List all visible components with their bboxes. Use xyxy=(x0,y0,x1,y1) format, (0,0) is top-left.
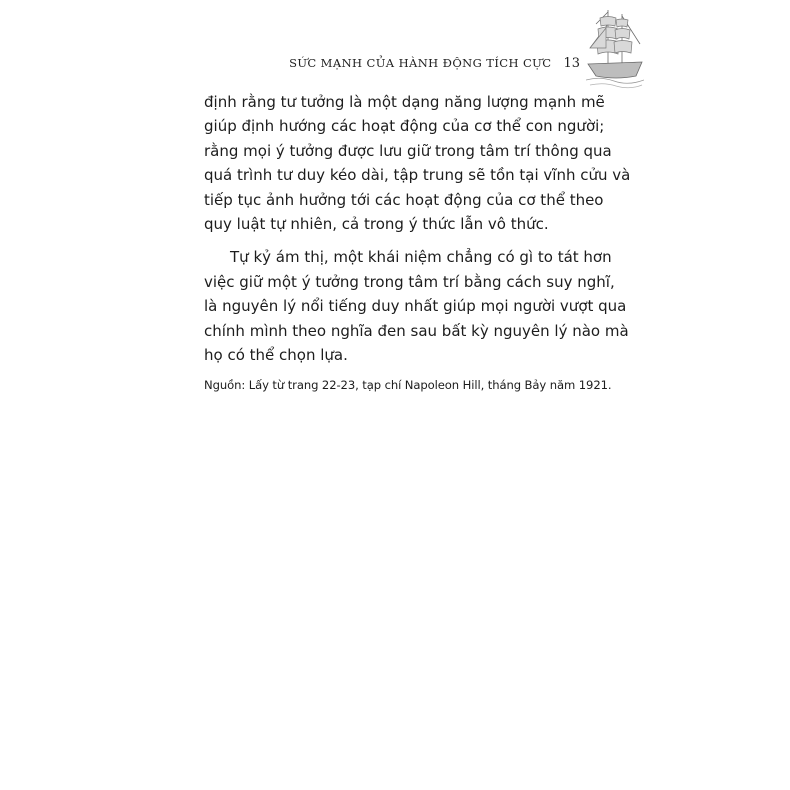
text-line: giúp định hướng các hoạt động của cơ thể con người; xyxy=(204,117,605,136)
body-text xyxy=(204,90,631,367)
text-line: là nguyên lý nổi tiếng duy nhất giúp mọi người vượt qua xyxy=(204,297,627,316)
text-line: chính mình theo nghĩa đen sau bất kỳ nguyên lý nào mà xyxy=(204,321,629,340)
text-line: rằng mọi ý tưởng được lưu giữ trong tâm trí thông qua xyxy=(204,141,612,160)
text-line: Tự kỷ ám thị, một khái niệm chẳng có gì to tát hơn xyxy=(230,248,612,267)
running-title: SỨC MẠNH CỦA HÀNH ĐỘNG TÍCH CỰC xyxy=(289,56,552,70)
text-line: định rằng tư tưởng là một dạng năng lượng mạnh mẽ xyxy=(204,93,605,111)
text-line: quá trình tư duy kéo dài, tập trung sẽ tồn tại vĩnh cửu và xyxy=(204,166,631,185)
paragraph-2 xyxy=(204,245,629,367)
page-number: 13 xyxy=(563,55,580,71)
text-line: tiếp tục ảnh hưởng tới các hoạt động của cơ thể theo xyxy=(204,190,604,209)
text-line: việc giữ một ý tưởng trong tâm trí bằng cách suy nghĩ, xyxy=(204,272,615,291)
running-header xyxy=(289,52,580,74)
sailing-ship-icon xyxy=(586,4,644,90)
paragraph-1 xyxy=(204,90,631,236)
text-line: quy luật tự nhiên, cả trong ý thức lẫn vô thức. xyxy=(204,215,549,234)
source-note: Nguồn: Lấy từ trang 22-23, tạp chí Napoleon Hill, tháng Bảy năm 1921. xyxy=(204,378,612,392)
text-line: họ có thể chọn lựa. xyxy=(204,346,348,365)
